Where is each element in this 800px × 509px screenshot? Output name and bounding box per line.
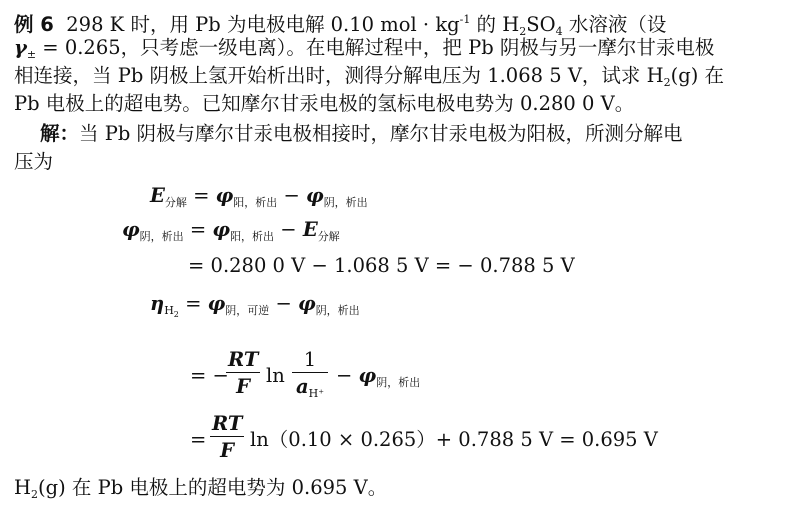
example-text: 相连接，当 Pb 阴极上氢开始析出时，测得分解电压为 1.068 5 V，试求 H (14, 64, 664, 87)
symbol: φ (215, 184, 234, 207)
ln-operator (266, 362, 285, 390)
symbol: φ (358, 364, 377, 387)
fraction-rt-over-f (226, 349, 260, 398)
symbol: E (150, 184, 165, 207)
equation-3 (188, 252, 575, 280)
equation-text: ln（0.10 × 0.265）+ 0.788 5 V = 0.695 V (250, 428, 658, 451)
fraction-denominator (292, 373, 328, 405)
example-label: 例 6 (14, 13, 54, 36)
example-text: 水溶液（设 (562, 13, 667, 36)
operator: = (178, 292, 208, 315)
example-text: SO (526, 13, 556, 36)
symbol: H (14, 476, 32, 499)
fraction-one-over-activity (292, 349, 328, 405)
operator: = (190, 428, 207, 451)
subscript: 阳，析出 (233, 196, 278, 209)
subscript: 4 (555, 25, 563, 38)
symbol: φ (212, 218, 231, 241)
subscript (164, 304, 179, 320)
gamma-symbol: γ (14, 36, 27, 59)
symbol: E (302, 218, 318, 241)
unit-exponent: -1 (459, 13, 471, 26)
subscript: ± (26, 48, 37, 61)
example-text: Pb 电极上的超电势。已知摩尔甘汞电极的氢标电极电势为 0.280 0 V。 (14, 92, 635, 115)
equation-1 (150, 182, 368, 217)
subscript: 阳，析出 (230, 230, 275, 243)
operator: = (183, 218, 213, 241)
conclusion-text: (g) 在 Pb 电极上的超电势为 0.695 V。 (38, 476, 388, 499)
subscript: H⁺ (308, 387, 325, 400)
symbol: φ (306, 184, 324, 207)
subscript: 阴，析出 (376, 376, 421, 389)
equation-6-lead (190, 426, 206, 454)
subscript: 阴，析出 (323, 196, 368, 209)
fraction-denominator: F (236, 375, 250, 398)
operator: − (269, 292, 299, 315)
subscript: 阴，可逆 (225, 304, 270, 317)
equation-4 (150, 290, 360, 329)
example-text: 298 K 时，用 Pb 为电极电解 0.10 mol · kg (66, 13, 460, 36)
subscript: 2 (31, 488, 39, 501)
conclusion-line (14, 474, 790, 509)
solution-label: 解： (40, 122, 80, 145)
subscript: 2 (519, 25, 527, 38)
symbol: φ (298, 292, 316, 315)
fraction-numerator: RT (212, 412, 243, 435)
solution-line-2 (14, 148, 790, 176)
fraction-denominator: F (220, 439, 234, 462)
fraction-rt-over-f-2 (210, 413, 244, 462)
subscript: 阴，析出 (315, 304, 360, 317)
subscript: 2 (173, 310, 179, 320)
subscript: 阴，析出 (139, 230, 184, 243)
symbol: φ (207, 292, 226, 315)
subscript: 2 (663, 76, 671, 89)
symbol: a (295, 375, 309, 398)
example-text: = 0.265，只考虑一级电离）。在电解过程中，把 Pb 阴极与另一摩尔甘汞电极 (36, 36, 715, 59)
ln-text: ln (266, 364, 285, 387)
example-line-4 (14, 90, 790, 118)
equation-2 (122, 216, 340, 251)
solution-text: 当 Pb 阴极与摩尔甘汞电极相接时，摩尔甘汞电极为阳极，所测分解电 (79, 122, 683, 145)
example-text: (g) 在 (670, 64, 725, 87)
subscript: 分解 (164, 196, 187, 209)
operator: − (277, 184, 307, 207)
symbol: φ (122, 218, 140, 241)
solution-line-1 (40, 120, 790, 148)
equation-6-tail (250, 426, 658, 454)
example-text: 的 H (470, 13, 520, 36)
equation-5-lead (190, 362, 229, 390)
equation-text: = 0.280 0 V − 1.068 5 V = − 0.788 5 V (188, 254, 575, 277)
equation-5-tail (336, 362, 420, 397)
fraction-numerator: 1 (292, 349, 328, 373)
operator: = − (190, 364, 229, 387)
subscript: 分解 (317, 230, 340, 243)
operator: − (274, 218, 303, 241)
subscript-text: H (164, 304, 174, 317)
operator: − (336, 364, 353, 387)
symbol: η (150, 292, 165, 315)
fraction-numerator: RT (228, 348, 259, 371)
solution-text: 压为 (14, 150, 54, 173)
operator: = (186, 184, 216, 207)
